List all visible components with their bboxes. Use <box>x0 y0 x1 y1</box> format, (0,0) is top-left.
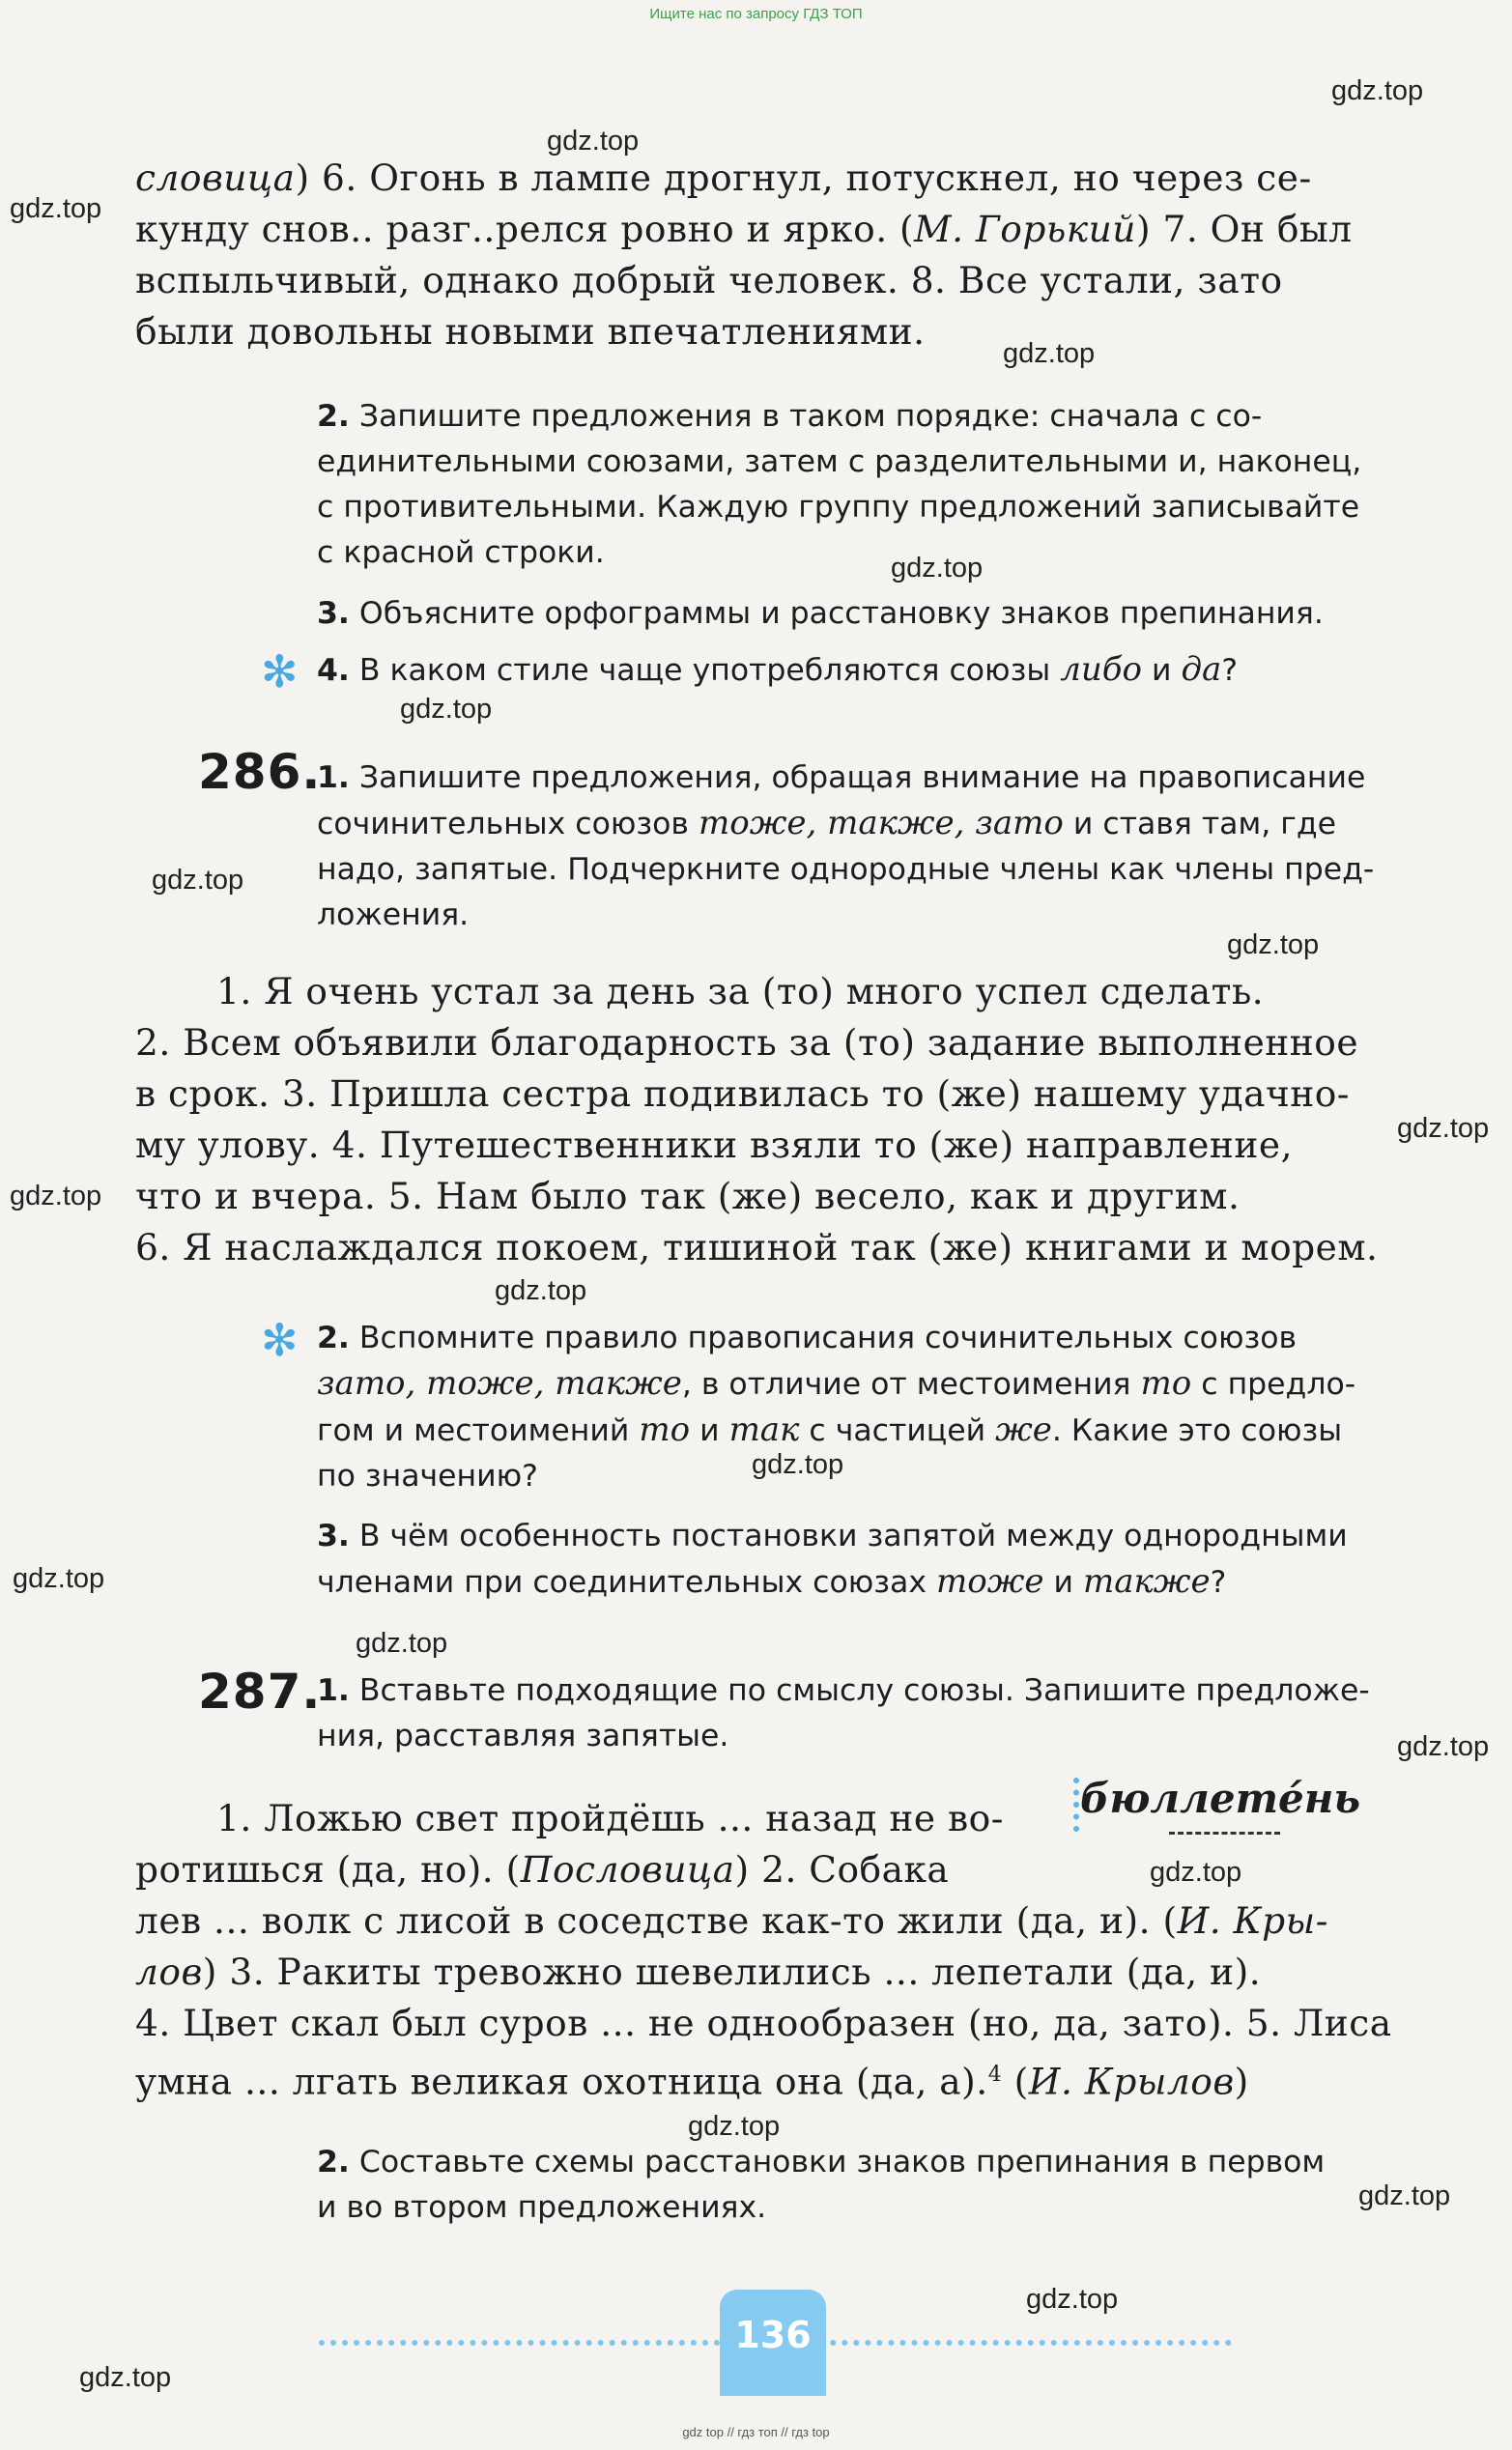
text-line: умна ... лгать великая охотница она (да, а).$^4$ (И. Крылов) <box>135 2060 1249 2103</box>
watermark: gdz.top <box>10 193 102 224</box>
task-286-3: 3. В чём особенность постановки запятой между однородными членами при соединительных союзах тоже и также? <box>317 1519 1348 1601</box>
exercise-286-text <box>135 966 1406 1273</box>
exercise-number-286: 286. <box>198 744 322 800</box>
task-285-3: 3. Объясните орфограммы и расстановку знаков препинания. <box>317 596 1324 631</box>
watermark: gdz.top <box>79 2362 172 2393</box>
watermark: gdz.top <box>1331 75 1424 106</box>
previous-exercise-text <box>135 153 1406 357</box>
task-286-1: 1. Запишите предложения, обращая внимание на правописание сочинительных союзов тоже, также, зато и ставя там, где надо, запятые. Подчеркните однородные члены как члены пред- ложения. <box>317 760 1375 932</box>
watermark: gdz.top <box>1227 929 1320 960</box>
text-line: 4. Цвет скал был суров ... не однообразен (но, да, зато). 5. Лиса <box>135 2002 1392 2044</box>
text-line: 1. Я очень устал за день за (то) много успел сделать. <box>216 970 1265 1012</box>
task-285-4: 4. В каком стиле чаще употребляются союзы либо и да? <box>317 650 1239 689</box>
text-line: 2. Всем объявили благодарность за (то) задание выполненное <box>135 1021 1359 1064</box>
watermark: gdz.top <box>752 1449 844 1480</box>
watermark: gdz.top <box>1397 1731 1490 1762</box>
page-number: 136 <box>720 2290 826 2396</box>
watermark: gdz.top <box>547 126 640 157</box>
exercise-number-287: 287. <box>198 1664 322 1720</box>
text-line: были довольны новыми впечатлениями. <box>135 310 926 353</box>
text-line: вспыльчивый, однако добрый человек. 8. Все устали, зато <box>135 259 1283 301</box>
text-line: лев ... волк с лисой в соседстве как-то жили (да, и). (И. Кры- <box>135 1899 1328 1942</box>
text-line: в срок. 3. Пришла сестра подивилась то (же) нашему удачно- <box>135 1072 1350 1115</box>
text-line: лов) 3. Ракиты тревожно шевелились ... лепетали (да, и). <box>135 1951 1262 1993</box>
bottom-banner[interactable]: gdz top // гдз топ // гдз top <box>682 2425 830 2439</box>
watermark: gdz.top <box>356 1628 448 1659</box>
watermark: gdz.top <box>1397 1113 1490 1144</box>
text-line: му улову. 4. Путешественники взяли то (же) направление, <box>135 1124 1293 1166</box>
watermark: gdz.top <box>1150 1857 1242 1888</box>
asterisk-icon: ✻ <box>261 645 299 698</box>
text-line: 1. Ложью свет пройдёшь ... назад не во- <box>216 1797 1004 1839</box>
text-line: ротишься (да, но). (Пословица) 2. Собака <box>135 1848 950 1891</box>
task-287-1: 1. Вставьте подходящие по смыслу союзы. Запишите предложе- ния, расставляя запятые. <box>317 1673 1370 1753</box>
watermark: gdz.top <box>152 865 244 896</box>
asterisk-icon: ✻ <box>261 1314 299 1366</box>
text-line: 6. Я наслаждался покоем, тишиной так (же) книгами и морем. <box>135 1226 1379 1268</box>
watermark: gdz.top <box>400 694 493 725</box>
text-line: кунду снов.. разг..релся ровно и ярко. (М. Горький) 7. Он был <box>135 208 1353 250</box>
task-285-2: 2. Запишите предложения в таком порядке: сначала с со- единительными союзами, затем с разделительными и, наконец, с противительными. Каждую группу предложений записывайте с красной строки. <box>317 399 1362 570</box>
top-banner[interactable]: Ищите нас по запросу ГДЗ ТОП <box>649 6 863 22</box>
watermark: gdz.top <box>891 553 984 584</box>
exercise-287-text <box>135 1793 1406 2108</box>
watermark: gdz.top <box>10 1181 102 1211</box>
watermark: gdz.top <box>495 1275 587 1306</box>
task-287-2: 2. Составьте схемы расстановки знаков препинания в первом и во втором предложениях. <box>317 2145 1326 2225</box>
text-line: словица) 6. Огонь в лампе дрогнул, потускнел, но через се- <box>135 157 1312 199</box>
watermark: gdz.top <box>13 1563 105 1594</box>
task-286-2: 2. Вспомните правило правописания сочинительных союзов зато, тоже, также, в отличие от местоимения то с предло- гом и местоимений то и так с частицей же. Какие это союзы по значению? <box>317 1321 1356 1494</box>
watermark: gdz.top <box>1026 2284 1119 2315</box>
watermark: gdz.top <box>1358 2180 1451 2211</box>
watermark: gdz.top <box>1003 338 1096 369</box>
vocabulary-word: бюллетéнь <box>1080 1775 1361 1822</box>
watermark: gdz.top <box>688 2111 781 2142</box>
text-line: что и вчера. 5. Нам было так (же) весело, как и другим. <box>135 1175 1241 1217</box>
